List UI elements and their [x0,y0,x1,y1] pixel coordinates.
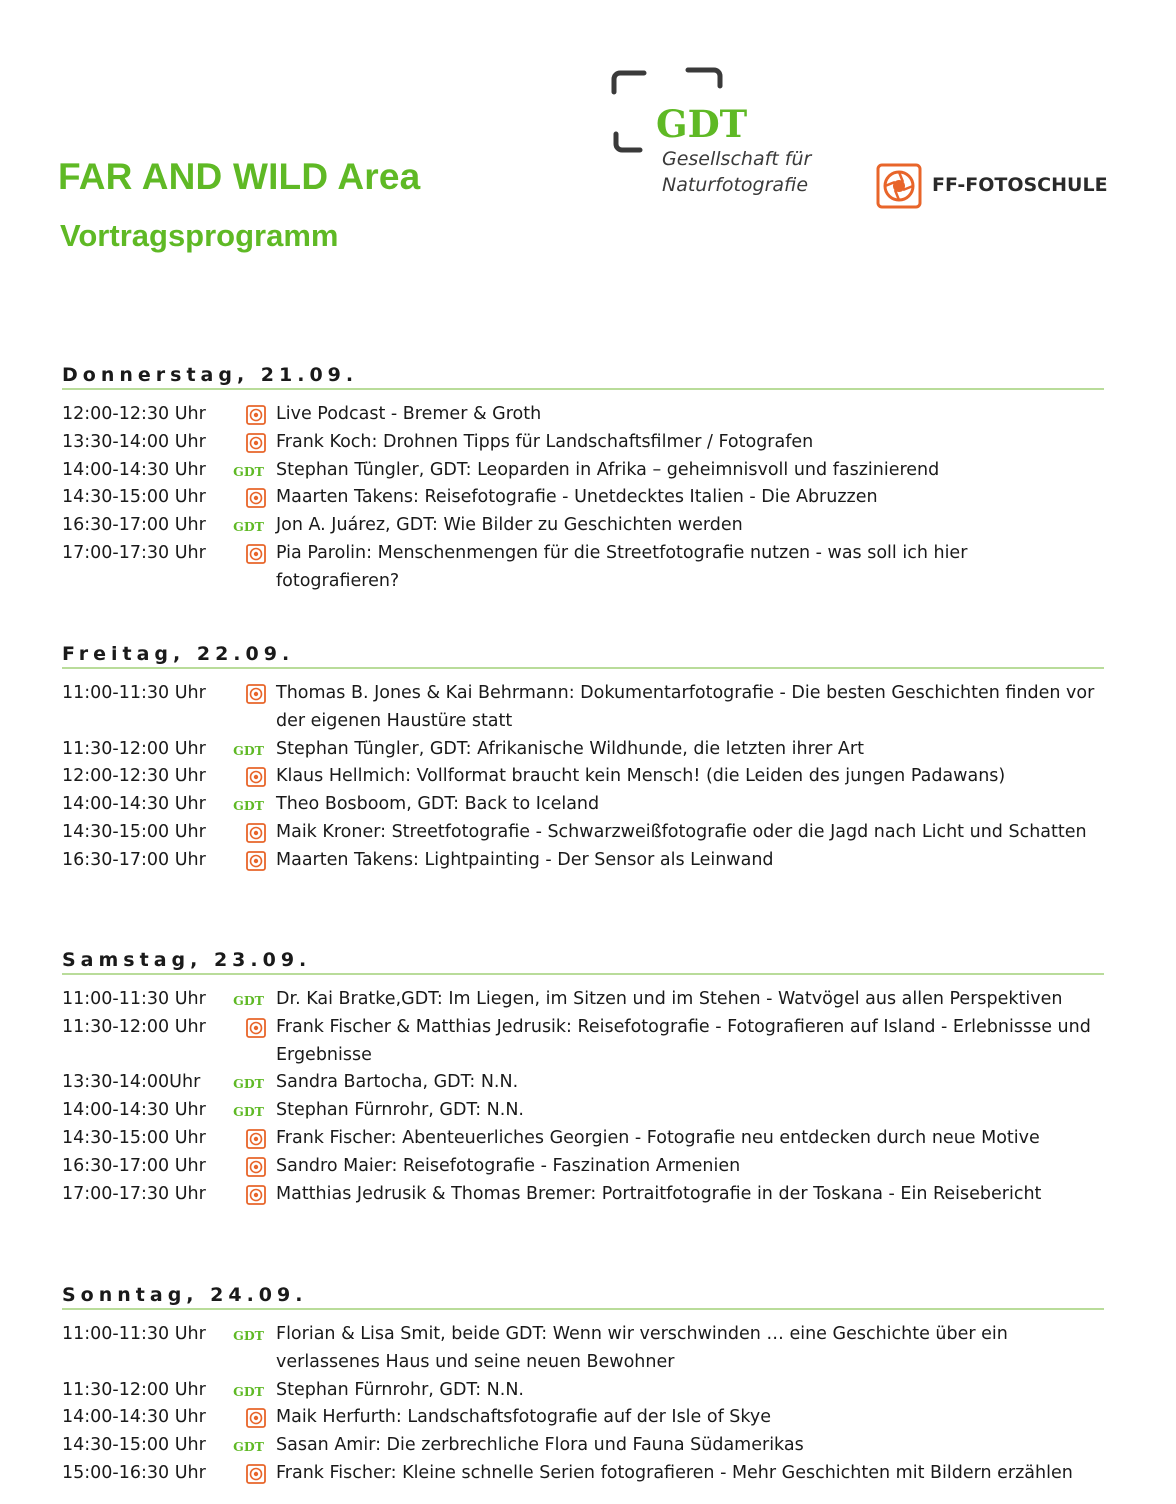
schedule-row [62,457,1104,485]
event-time: 14:00-14:30 Uhr [62,1407,206,1428]
event-title: Stephan Tüngler, GDT: Leoparden in Afrika – geheimnisvoll und faszinierend [276,459,940,480]
schedule-row [62,1432,1104,1460]
ff-camera-icon [232,1460,266,1488]
ff-camera-icon [232,680,266,708]
schedule-row [62,1069,1104,1097]
event-time: 11:30-12:00 Uhr [62,738,206,759]
ff-camera-icon [232,429,266,457]
gdt-icon: GDT [233,798,264,814]
schedule-row [62,1125,1104,1153]
gdt-icon: GDT [233,993,264,1008]
camera-aperture-icon [876,163,922,209]
schedule-row [62,512,1104,540]
event-time: 13:30-14:00Uhr [62,1072,201,1093]
schedule-row [62,1460,1104,1488]
event-title: Live Podcast - Bremer & Groth [276,404,542,424]
gdt-icon: GDT [233,1328,264,1343]
event-time: 16:30-17:00 Uhr [62,849,206,870]
ff-fotoschule-logo [876,163,1108,209]
event-title: Sandro Maier: Reisefotografie - Faszination Armenien [276,1155,741,1176]
ff-camera-icon [232,1181,266,1209]
day-heading: Freitag, 22.09. [62,643,1104,669]
event-title: Frank Koch: Drohnen Tipps für Landschaftsfilmer / Fotografen [276,431,814,452]
schedule-row [62,1014,1104,1070]
schedule-row [62,819,1104,847]
event-title: Theo Bosboom, GDT: Back to Iceland [276,794,600,815]
ff-camera-icon [232,1125,266,1153]
event-title: Stephan Tüngler, GDT: Afrikanische Wildhunde, die letzten ihrer Art [276,738,864,759]
event-time: 15:00-16:30 Uhr [62,1462,206,1483]
schedule-row [62,680,1104,736]
gdt-logo-abbr: GDT [656,102,748,146]
ff-camera-icon [232,1014,266,1042]
event-time: 17:00-17:30 Uhr [62,542,206,563]
ff-camera-icon [232,1404,266,1432]
schedule-row [62,763,1104,791]
event-title: Maik Herfurth: Landschaftsfotografie auf der Isle of Skye [276,1407,772,1428]
schedule-row [62,1377,1104,1405]
day-heading: Sonntag, 24.09. [62,1284,1104,1310]
event-time: 12:00-12:30 Uhr [62,404,206,424]
gdt-icon: GDT [233,1439,264,1455]
event-time: 12:00-12:30 Uhr [62,766,206,787]
schedule-row [62,1181,1104,1209]
event-time: 14:30-15:00 Uhr [62,1127,206,1148]
gdt-icon: GDT [233,463,264,479]
gdt-icon: GDT [233,742,264,758]
ff-camera-icon [232,1153,266,1181]
event-title: Florian & Lisa Smit, beide GDT: Wenn wir verschwinden … eine Geschichte über ein verlassenes Haus und seine neuen Bewohner [276,1324,1008,1372]
day-section [62,643,1104,875]
event-title: Stephan Fürnrohr, GDT: N.N. [276,1100,524,1121]
event-title: Pia Parolin: Menschenmengen für die Streetfotografie nutzen - was soll ich hier fotografieren? [276,542,968,591]
event-list [62,680,1104,875]
day-heading: Samstag, 23.09. [62,949,1104,975]
event-title: Sasan Amir: Die zerbrechliche Flora und Fauna Südamerikas [276,1435,804,1456]
page-subtitle: Vortragsprogramm [60,218,339,253]
event-list [62,1321,1104,1488]
event-time: 16:30-17:00 Uhr [62,1155,206,1176]
schedule-row [62,1404,1104,1432]
event-title: Maik Kroner: Streetfotografie - Schwarzweißfotografie oder die Jagd nach Licht und Schatten [276,821,1087,842]
event-title: Thomas B. Jones & Kai Behrmann: Dokumentarfotografie - Die besten Geschichten finden vor der eigenen Haustüre statt [276,683,1095,731]
event-time: 13:30-14:00 Uhr [62,431,206,452]
schedule-row [62,429,1104,457]
schedule-row [62,484,1104,512]
event-list [62,986,1104,1208]
ff-camera-icon [232,401,266,429]
event-title: Frank Fischer & Matthias Jedrusik: Reisefotografie - Fotografieren auf Island - Erlebnissse und Ergebnisse [276,1016,1091,1065]
schedule-row [62,847,1104,875]
event-list [62,401,1104,596]
event-time: 14:00-14:30 Uhr [62,459,206,480]
day-section [62,1284,1104,1488]
event-time: 11:30-12:00 Uhr [62,1016,206,1037]
ff-camera-icon [232,484,266,512]
event-title: Sandra Bartocha, GDT: N.N. [276,1072,519,1093]
gdt-icon: GDT [233,1076,264,1092]
event-title: Maarten Takens: Lightpainting - Der Sensor als Leinwand [276,849,774,870]
event-title: Klaus Hellmich: Vollformat braucht kein Mensch! (die Leiden des jungen Padawans) [276,766,1006,787]
event-time: 11:30-12:00 Uhr [62,1379,206,1400]
gdt-logo-line2: Naturfotografie [662,174,809,196]
event-title: Dr. Kai Bratke,GDT: Im Liegen, im Sitzen und im Stehen - Watvögel aus allen Perspektiven [276,989,1063,1009]
event-title: Stephan Fürnrohr, GDT: N.N. [276,1379,524,1400]
event-title: Jon A. Juárez, GDT: Wie Bilder zu Geschichten werden [276,515,743,536]
event-time: 14:30-15:00 Uhr [62,821,206,842]
gdt-logo-line1: Gesellschaft für [662,148,812,170]
schedule-row [62,1097,1104,1125]
ff-camera-icon [232,540,266,568]
schedule-row [62,540,1104,596]
event-time: 14:00-14:30 Uhr [62,794,206,815]
event-time: 17:00-17:30 Uhr [62,1183,206,1204]
event-time: 16:30-17:00 Uhr [62,515,206,536]
event-time: 14:30-15:00 Uhr [62,1435,206,1456]
day-section [62,949,1104,1208]
event-title: Matthias Jedrusik & Thomas Bremer: Portraitfotografie in der Toskana - Ein Reisebericht [276,1183,1042,1204]
event-title: Frank Fischer: Kleine schnelle Serien fotografieren - Mehr Geschichten mit Bildern erzählen [276,1462,1073,1483]
schedule-row [62,986,1104,1014]
gdt-icon: GDT [233,1104,264,1120]
event-time: 11:00-11:30 Uhr [62,683,206,703]
day-heading: Donnerstag, 21.09. [62,364,1104,390]
ff-camera-icon [232,819,266,847]
gdt-icon: GDT [233,1383,264,1399]
schedule-row [62,791,1104,819]
gdt-icon: GDT [233,519,264,535]
event-time: 14:00-14:30 Uhr [62,1100,206,1121]
schedule-row [62,1321,1104,1377]
schedule-row [62,736,1104,764]
ff-camera-icon [232,847,266,875]
event-time: 14:30-15:00 Uhr [62,487,206,508]
event-title: Frank Fischer: Abenteuerliches Georgien - Fotografie neu entdecken durch neue Motive [276,1127,1040,1148]
day-section [62,364,1104,596]
event-title: Maarten Takens: Reisefotografie - Unetdecktes Italien - Die Abruzzen [276,487,878,508]
page-title: FAR AND WILD Area [58,156,421,197]
schedule-row [62,1153,1104,1181]
ff-camera-icon [232,763,266,791]
schedule-row [62,401,1104,429]
ff-logo-name: FF-FOTOSCHULE [932,174,1108,196]
event-time: 11:00-11:30 Uhr [62,1324,206,1344]
gdt-logo [608,64,828,204]
event-time: 11:00-11:30 Uhr [62,989,206,1009]
